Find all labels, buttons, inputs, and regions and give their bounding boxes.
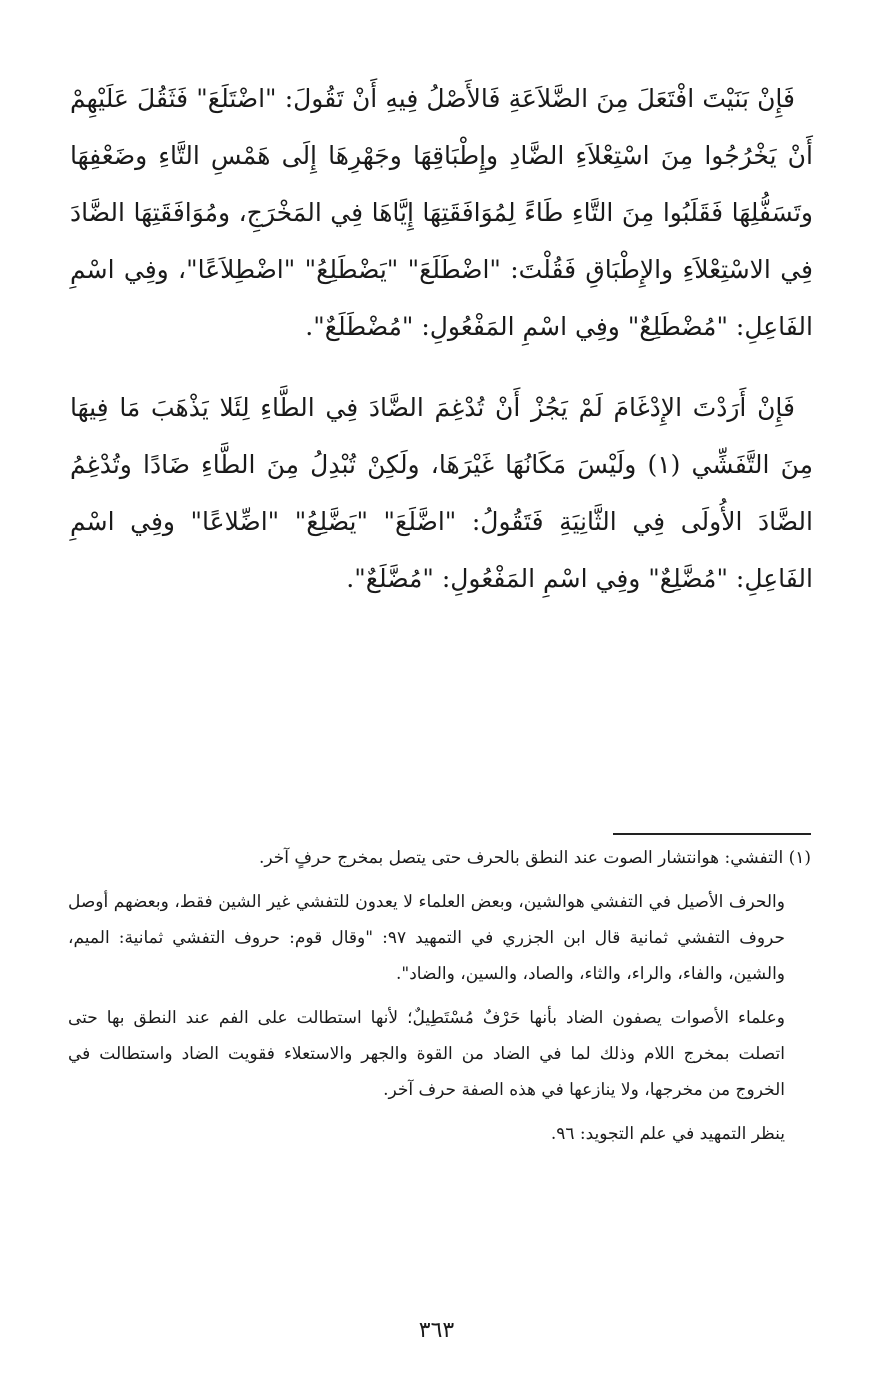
page-number: ٣٦٣ bbox=[418, 1318, 455, 1343]
footnote-separator bbox=[613, 833, 811, 835]
footnote-paragraph-2: والحرف الأصيل في التفشي هوالشين، وبعض العلماء لا يعدون للتفشي غير الشين فقط، وبعضهم أوصل حروف التفشي ثمانية قال ابن الجزري في التمهيد ٩٧: "وقال قوم: حروف التفشي ثمانية: الميم، والشين، والفاء، والراء، والثاء، والصاد، والسين، والضاد". bbox=[68, 892, 785, 984]
footnote-1: (١) التفشي: هوانتشار الصوت عند النطق بالحرف حتى يتصل بمخرج حرفٍ آخر. bbox=[259, 848, 811, 868]
main-paragraph-1: فَإِنْ بَنَيْتَ افْتَعَلَ مِنَ الضَّلاَعَةِ فَالأَصْلُ فِيهِ أَنْ تَقُولَ: "اضْتَلَعَ" فَثَقُلَ عَلَيْهِمْ أَنْ يَخْرُجُوا مِنَ اسْتِعْلاَءِ الضَّادِ وإِطْبَاقِهَا وجَهْرِهَا إِلَى هَمْسِ التَّاءِ وضَعْفِهَا وتَسَفُّلِهَا فَقَلَبُوا مِنَ التَّاءِ طَاءً لِمُوَافَقَتِهَا إِيَّاهَا فِي المَخْرَجِ، ومُوَافَقَتِهَا الضَّادَ فِي الاسْتِعْلاَءِ والإِطْبَاقِ فَقُلْتَ: "اضْطَلَعَ" "يَضْطَلِعُ" "اضْطِلاَعًا"، وفِي اسْمِ الفَاعِلِ: "مُضْطَلِعٌ" وفِي اسْمِ المَفْعُولِ: "مُضْطَلَعٌ". bbox=[70, 84, 813, 341]
footnotes-block bbox=[68, 840, 811, 1160]
main-text-block bbox=[70, 70, 813, 607]
footnote-reference: ينظر التمهيد في علم التجويد: ٩٦. bbox=[550, 1124, 785, 1144]
footnote-paragraph-3: وعلماء الأصوات يصفون الضاد بأنها حَرْفٌ مُسْتَطِيلٌ؛ لأنها استطالت على الفم عند النطق بها حتى اتصلت بمخرج اللام وذلك لما في الضاد من القوة والجهر والاستعلاء فقويت الضاد واستطالت في الخروج من مخرجها، ولا ينازعها في هذه الصفة حرف آخر. bbox=[68, 1008, 785, 1100]
main-paragraph-2: فَإِنْ أَرَدْتَ الإِدْغَامَ لَمْ يَجُزْ أَنْ تُدْغِمَ الضَّادَ فِي الطَّاءِ لِئَلا يَذْهَبَ مَا فِيهَا مِنَ التَّفَشِّي (١) ولَيْسَ مَكَانُهَا غَيْرَهَا، ولَكِنْ تُبْدِلُ مِنَ الطَّاءِ ضَادًا وتُدْغِمُ الضَّادَ الأُولَى فِي الثَّانِيَةِ فَتَقُولُ: "اضَّلَعَ" "يَضَّلِعُ" "اضِّلاعًا" وفِي اسْمِ الفَاعِلِ: "مُضَّلِعٌ" وفِي اسْمِ المَفْعُولِ: "مُضَّلَعٌ". bbox=[70, 393, 814, 593]
